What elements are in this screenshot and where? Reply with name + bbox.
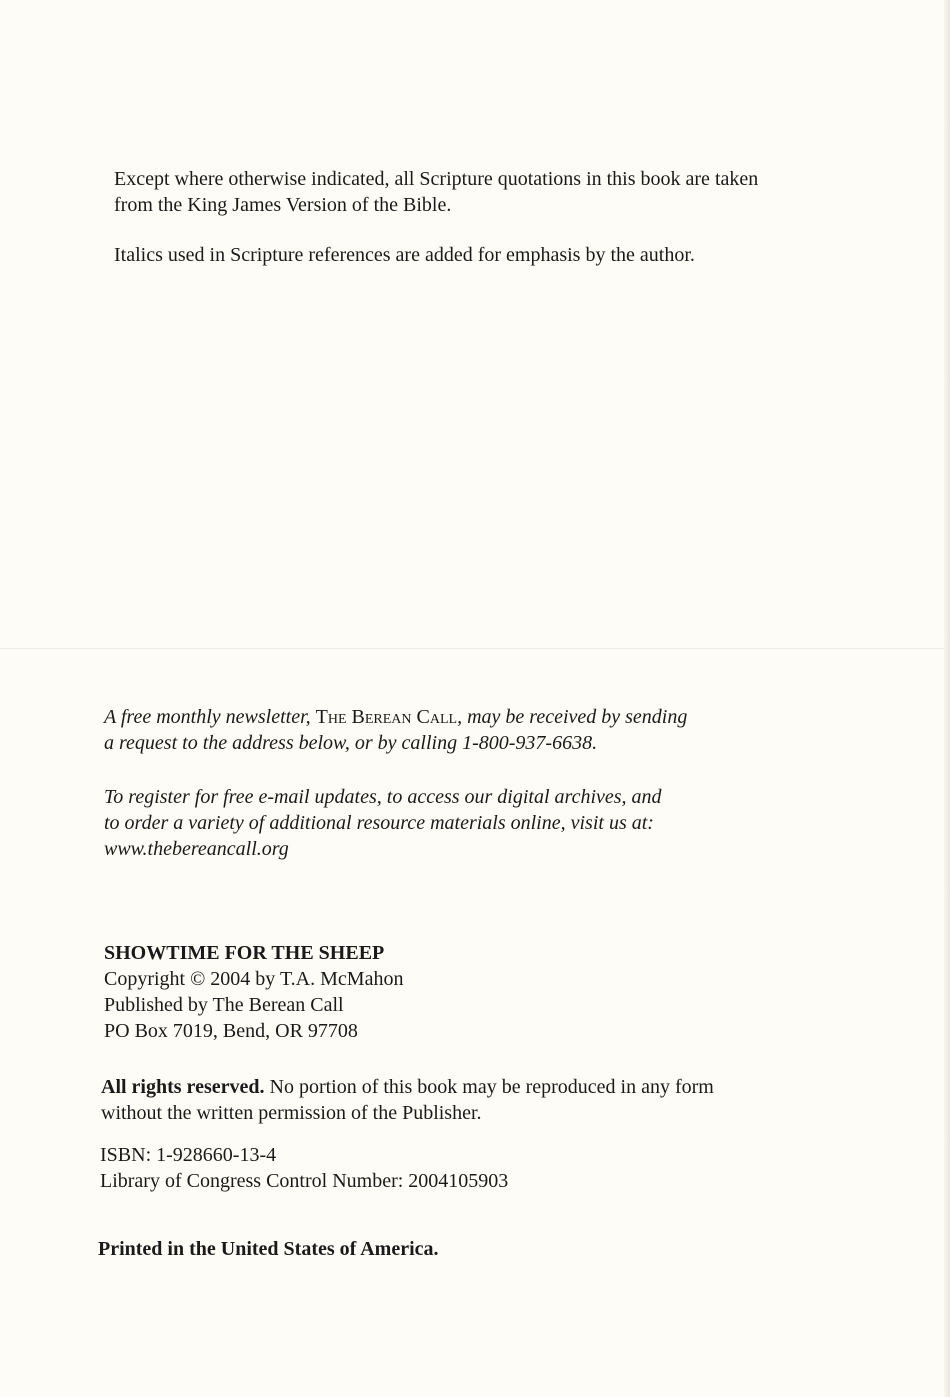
page-crease (0, 648, 950, 649)
online-line: To register for free e-mail updates, to access our digital archives, and (104, 786, 662, 808)
scripture-note-line: from the King James Version of the Bible. (114, 194, 452, 216)
rights-line: without the written permission of the Publisher. (101, 1102, 482, 1124)
newsletter-text: A free monthly newsletter, (104, 706, 316, 728)
isbn-line: ISBN: 1-928660-13-4 (100, 1144, 277, 1166)
newsletter-line (104, 704, 804, 730)
publisher-line: Published by The Berean Call (104, 994, 344, 1016)
online-line: to order a variety of additional resource materials online, visit us at: (104, 812, 654, 834)
rights-reserved: All rights reserved. (101, 1076, 265, 1098)
rights-line (101, 1074, 821, 1100)
newsletter-text: , may be received by sending (457, 706, 688, 728)
printed-in: Printed in the United States of America. (98, 1238, 439, 1260)
book-title: SHOWTIME FOR THE SHEEP (104, 942, 385, 964)
newsletter-line: a request to the address below, or by calling 1-800-937-6638. (104, 732, 598, 754)
website-url: www.thebereancall.org (104, 838, 289, 860)
italics-note: Italics used in Scripture references are added for emphasis by the author. (114, 244, 695, 266)
newsletter-name: The Berean Call (315, 706, 458, 728)
copyright-line: Copyright © 2004 by T.A. McMahon (104, 968, 404, 990)
page-edge-shadow (944, 0, 950, 1397)
copyright-block (104, 940, 824, 1044)
address-line: PO Box 7019, Bend, OR 97708 (104, 1020, 358, 1042)
scripture-note-line: Except where otherwise indicated, all Scripture quotations in this book are taken (114, 168, 759, 190)
loc-line: Library of Congress Control Number: 2004105903 (100, 1170, 509, 1192)
rights-block (101, 1074, 821, 1126)
newsletter-notice (104, 704, 804, 862)
scripture-note (114, 166, 844, 268)
rights-text: No portion of this book may be reproduced in any form (264, 1076, 714, 1098)
isbn-block (100, 1142, 820, 1194)
